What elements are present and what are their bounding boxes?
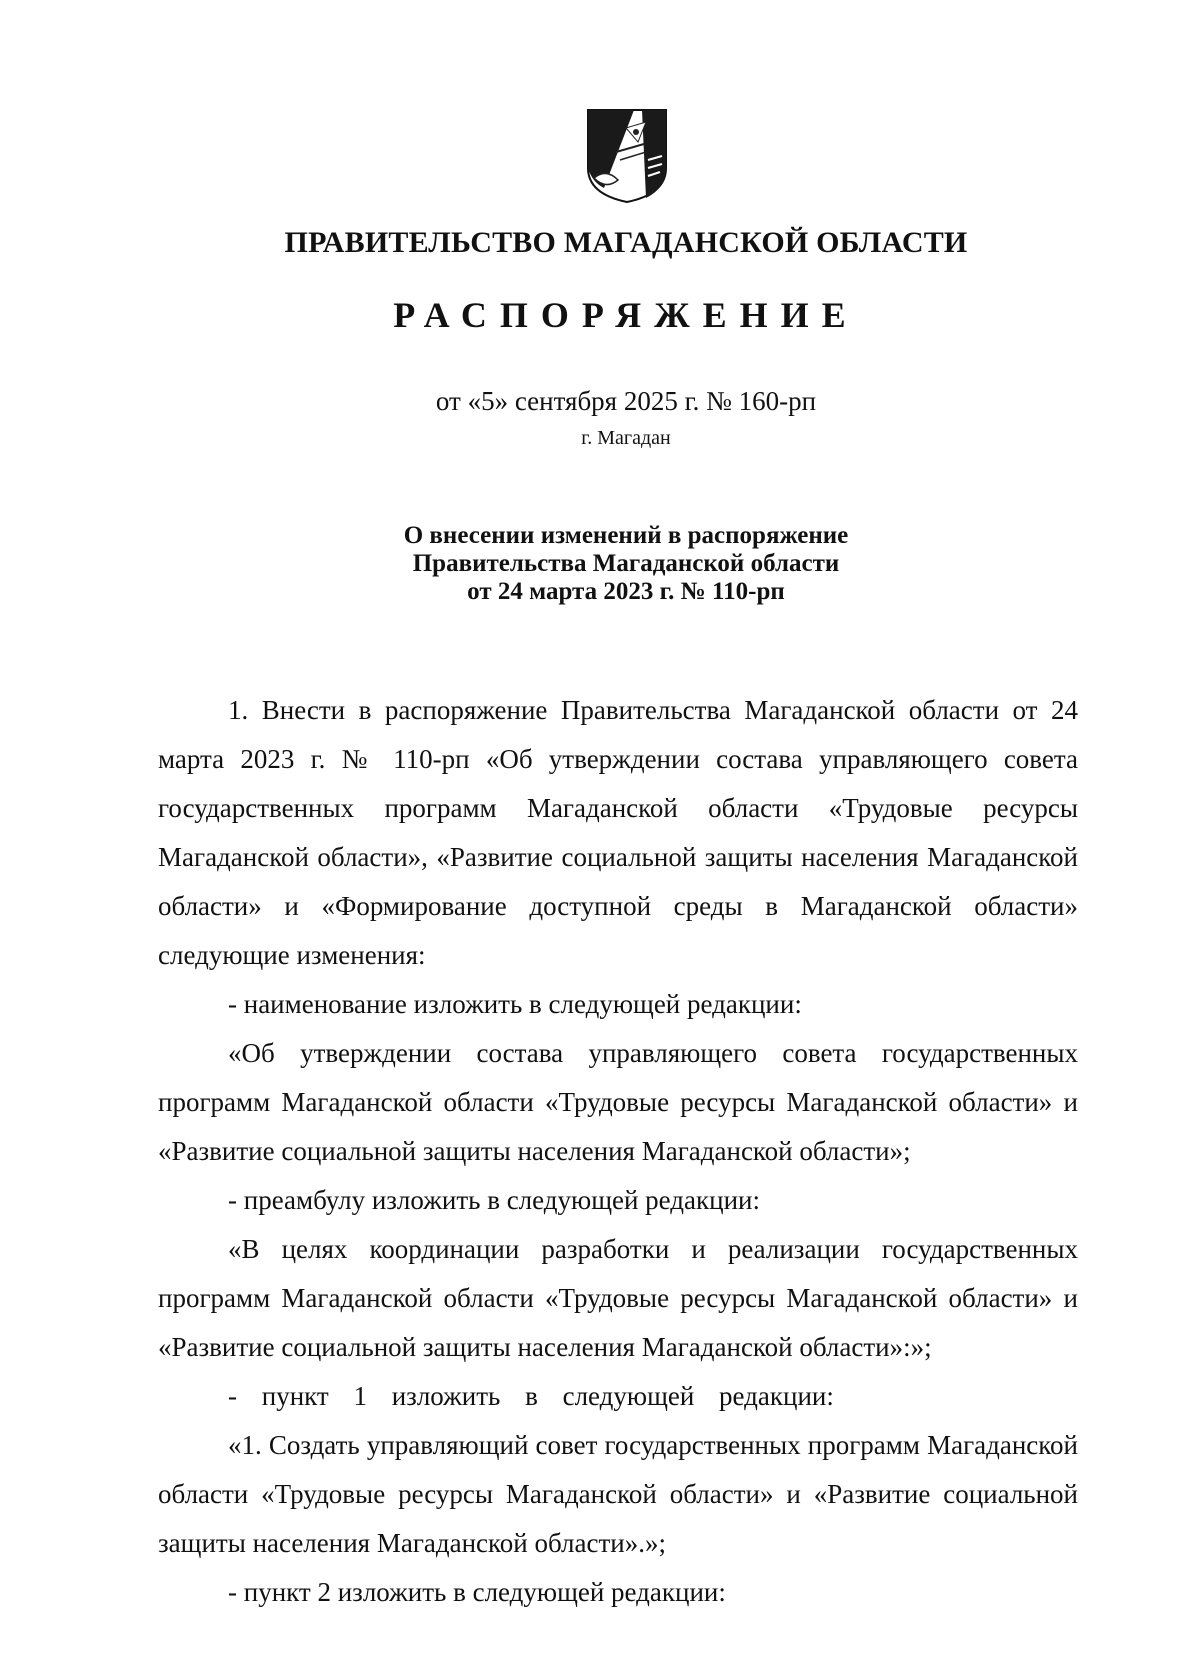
body-paragraph-5: «В целях координации разработки и реализации государственных программ Магаданской области «Трудовые ресурсы Магаданской области» и «Развитие социальной защиты населения Магаданской области»:»; (158, 1234, 1078, 1362)
document-body (158, 686, 1078, 1617)
coat-of-arms-icon (586, 108, 668, 204)
document-type-title: РАСПОРЯЖЕНИЕ (393, 295, 859, 335)
document-date-number: от «5» сентября 2025 г. № 160-рп (435, 386, 817, 416)
subject-line-3: от 24 марта 2023 г. № 110-рп (467, 578, 785, 605)
body-paragraph-1: 1. Внести в распоряжение Правительства Магаданской области от 24 марта 2023 г. № 110-рп «Об утверждении состава управляющего совета государственных программ Магаданской области «Трудовые ресурсы Магаданской области», «Развитие социальной защиты населения Магаданской области» и «Формирование доступной среды в Магаданской области» следующие изменения: (158, 695, 1078, 970)
body-paragraph-8: - пункт 2 изложить в следующей редакции: (228, 1577, 726, 1607)
body-paragraph-3: «Об утверждении состава управляющего совета государственных программ Магаданской области «Трудовые ресурсы Магаданской области» и «Развитие социальной защиты населения Магаданской области»; (158, 1038, 1078, 1166)
subject-line-1: О внесении изменений в распоряжение (403, 522, 849, 549)
body-paragraph-2: - наименование изложить в следующей редакции: (228, 989, 802, 1019)
body-paragraph-4: - преамбулу изложить в следующей редакции: (228, 1185, 760, 1215)
organization-name: ПРАВИТЕЛЬСТВО МАГАДАНСКОЙ ОБЛАСТИ (284, 226, 968, 259)
document-subject (0, 522, 1200, 606)
body-paragraph-7: «1. Создать управляющий совет государственных программ Магаданской области «Трудовые ресурсы Магаданской области» и «Развитие социальной защиты населения Магаданской области».»; (158, 1430, 1078, 1558)
body-paragraph-6: - пункт 1 изложить в следующей редакции: (228, 1381, 834, 1411)
document-city: г. Магадан (581, 427, 671, 449)
subject-line-2: Правительства Магаданской области (412, 550, 840, 577)
